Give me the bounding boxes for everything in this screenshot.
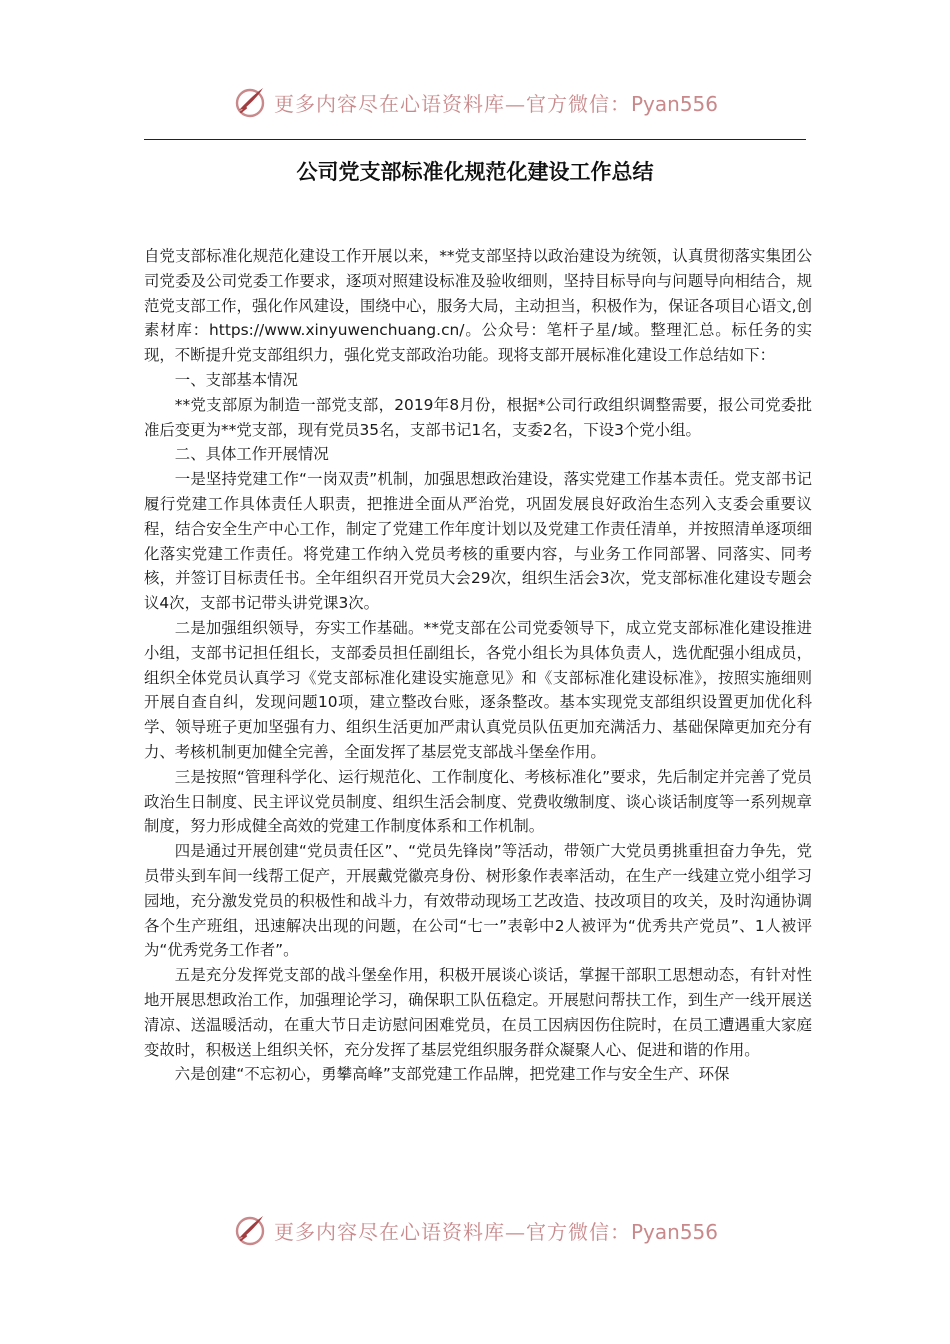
pen-circle-logo-icon [232,84,268,120]
wechat-id: Pyan556 [630,91,718,116]
section-heading-basic-info: 一、支部基本情况 [174,370,298,389]
document-title: 公司党支部标准化规范化建设工作总结 [296,160,654,184]
paragraph-intro: 自党支部标准化规范化建设工作开展以来，**党支部坚持以政治建设为统领，认真贯彻落实集团公司党委及公司党委工作要求，逐项对照建设标准及验收细则，坚持目标导向与问题导向相结合，规范党支部工作，强化作风建设，围绕中心，服务大局，主动担当，积极作为，保证各项目心语文,创素材库：https://www.xinyuwenchuang.cn/。公众号：笔杆子星/域。整理汇总。标任务的实现，不断提升党支部组织力，强化党支部政治功能。现将支部开展标准化建设工作总结如下： [144,247,812,365]
paragraph-item-6: 六是创建“不忘初心，勇攀高峰”支部党建工作品牌，把党建工作与安全生产、环保 [174,1065,730,1084]
header-banner [0,82,950,122]
paragraph-basic-info: **党支部原为制造一部党支部，2019年8月份，根据*公司行政组织调整需要，报公司党委批准后变更为**党支部，现有党员35名，支部书记1名，支委2名，下设3个党小组。 [144,395,812,439]
paragraph-item-4: 四是通过开展创建“党员责任区”、“党员先锋岗”等活动，带领广大党员勇挑重担奋力争先，党员带头到车间一线帮工促产，开展戴党徽亮身份、树形象作表率活动，在生产一线建立党小组学习园地，充分激发党员的积极性和战斗力，有效带动现场工艺改造、技改项目的攻关，及时沟通协调各个生产班组，迅速解决出现的问题，在公司“七一”表彰中2人被评为“优秀共产党员”、1人被评为“优秀党务工作者”。 [144,842,812,960]
paragraph-item-5: 五是充分发挥党支部的战斗堡垒作用，积极开展谈心谈话，掌握干部职工思想动态，有针对性地开展思想政治工作，加强理论学习，确保职工队伍稳定。开展慰问帮扶工作，到生产一线开展送清凉、送温暖活动，在重大节日走访慰问困难党员，在员工因病因伤住院时，在员工遭遇重大家庭变故时，积极送上组织关怀，充分发挥了基层党组织服务群众凝聚人心、促进和谐的作用。 [144,966,812,1059]
banner-text: 更多内容尽在心语资料库—官方微信：Pyan556 [273,1219,718,1244]
banner-text: 更多内容尽在心语资料库—官方微信：Pyan556 [273,91,718,116]
document-body [144,244,812,1087]
paragraph-item-1: 一是坚持党建工作“一岗双责”机制，加强思想政治建设，落实党建工作基本责任。党支部书记履行党建工作具体责任人职责，把推进全面从严治党，巩固发展良好政治生态列入支委会重要议程，结合安全生产中心工作，制定了党建工作年度计划以及党建工作责任清单，并按照清单逐项细化落实党建工作责任。将党建工作纳入党员考核的重要内容，与业务工作同部署、同落实、同考核，并签订目标责任书。全年组织召开党员大会29次，组织生活会3次，党支部标准化建设专题会议4次，支部书记带头讲党课3次。 [144,470,812,613]
footer-banner [0,1210,950,1250]
paragraph-item-3: 三是按照“管理科学化、运行规范化、工作制度化、考核标准化”要求，先后制定并完善了党员政治生日制度、民主评议党员制度、组织生活会制度、党费收缴制度、谈心谈话制度等一系列规章制度，努力形成健全高效的党建工作制度体系和工作机制。 [144,767,812,836]
pen-circle-logo-icon [232,1212,268,1248]
header-divider [144,139,806,140]
wechat-id: Pyan556 [630,1219,718,1244]
section-heading-work: 二、具体工作开展情况 [174,445,329,464]
paragraph-item-2: 二是加强组织领导，夯实工作基础。**党支部在公司党委领导下，成立党支部标准化建设推进小组，支部书记担任组长，支部委员担任副组长，各党小组长为具体负责人，选优配强小组成员，组织全体党员认真学习《党支部标准化建设实施意见》和《支部标准化建设标准》，按照实施细则开展自查自纠，发现问题10项，建立整改台账，逐条整改。基本实现党支部组织设置更加优化科学、领导班子更加坚强有力、组织生活更加严肃认真党员队伍更加充满活力、基础保障更加充分有力、考核机制更加健全完善，全面发挥了基层党支部战斗堡垒作用。 [144,618,812,761]
